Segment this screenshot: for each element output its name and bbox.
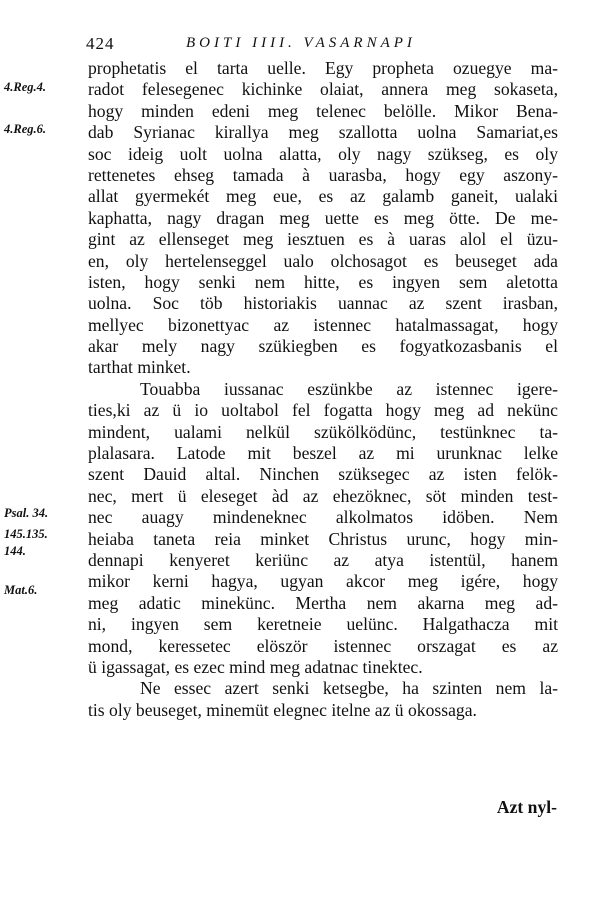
text-line: radot felesegenec kichinke olaiat, annera meg sokaseta,	[88, 79, 558, 100]
text-line: dennapi kenyeret keriünc az atya istentül, hanem	[88, 549, 558, 570]
margin-note: Psal. 34.	[4, 506, 49, 520]
margin-note: 4.Reg.4.	[4, 80, 47, 94]
text-line: allat gyermekét meg eue, es az galamb ganeit, ualaki	[88, 186, 558, 207]
text-line: uolna. Soc töb historiakis uannac az szent irasban,	[88, 293, 558, 314]
text-line: tis oly beuseget, minemüt elegnec itelne az ü okossaga.	[88, 699, 477, 720]
body-text	[88, 58, 558, 721]
text-line: hogy minden edeni meg telenec belölle. Mikor Bena-	[88, 100, 558, 121]
text-line: mond, keressetec elöször istennec orszagat es az	[88, 635, 558, 656]
text-line: akar mely nagy szükiegben es fogyatkozasbanis el	[88, 336, 558, 357]
margin-note: 4.Reg.6.	[4, 122, 47, 136]
text-line: ties,ki az ü io uoltabol fel fogatta hogy meg ad nekünc	[88, 400, 558, 421]
text-line: plalasara. Latode mit beszel az mi urunknac lelke	[88, 443, 558, 464]
text-line: dab Syrianac kirallya meg szallotta uolna Samariat,es	[88, 122, 558, 143]
text-line: prophetatis el tarta uelle. Egy propheta ozuegye ma-	[88, 58, 558, 78]
page-header	[86, 34, 556, 56]
catchword: Azt nyl-	[496, 797, 557, 817]
text-line: mellyec bizonettyac az istennec hatalmassagat, hogy	[88, 314, 558, 335]
text-line: ü igassagat, es ezec mind meg adatnac tinektec.	[88, 656, 423, 677]
text-line: isten, hogy senki nem hitte, es ingyen sem aletotta	[88, 271, 558, 292]
text-line: Ne essec azert senki ketsegbe, ha szinten nem la-	[140, 678, 558, 699]
text-line: nec, mert ü eleseget àd az ehezöknec, söt minden test-	[88, 485, 558, 506]
text-line: tarthat minket.	[88, 357, 191, 378]
margin-note: 144.	[4, 544, 26, 558]
text-line: nec auagy mindeneknec alkolmatos idöben. Nem	[88, 507, 558, 528]
text-line: ni, ingyen sem keretneie uelünc. Halgathacza mit	[88, 614, 558, 635]
text-line: mikor kerni hagya, ugyan akcor meg igére, hogy	[88, 571, 558, 592]
text-line: soc ideig uolt uolna alatta, oly nagy szükseg, es oly	[88, 143, 558, 164]
text-line: en, oly hertelenseggel ualo olchosagot es beuseget ada	[88, 250, 558, 271]
text-line: heiaba taneta reia minket Christus urunc, hogy min-	[88, 528, 558, 549]
page-number: 424	[86, 34, 115, 53]
margin-note: Mat.6.	[4, 583, 38, 597]
text-line: szent Dauid altal. Ninchen szüksegec az isten felök-	[88, 464, 558, 485]
running-head: BOITI IIII. VASARNAPI	[186, 35, 416, 51]
text-line: gint az ellenseget meg iesztuen es à uaras alol el üzu-	[88, 229, 558, 250]
text-line: Touabba iussanac eszünkbe az istennec igere-	[140, 378, 558, 399]
text-line: mindent, ualami nelkül szükölködünc, testünknec ta-	[88, 421, 558, 442]
text-line: rettenetes ehseg tamada à uarasba, hogy egy aszony-	[88, 164, 558, 185]
text-line: kaphatta, nagy dragan meg uette es meg ötte. De me-	[88, 207, 558, 228]
text-line: meg adatic minekünc. Mertha nem akarna meg ad-	[88, 592, 558, 613]
margin-note: 145.135.	[4, 527, 48, 541]
